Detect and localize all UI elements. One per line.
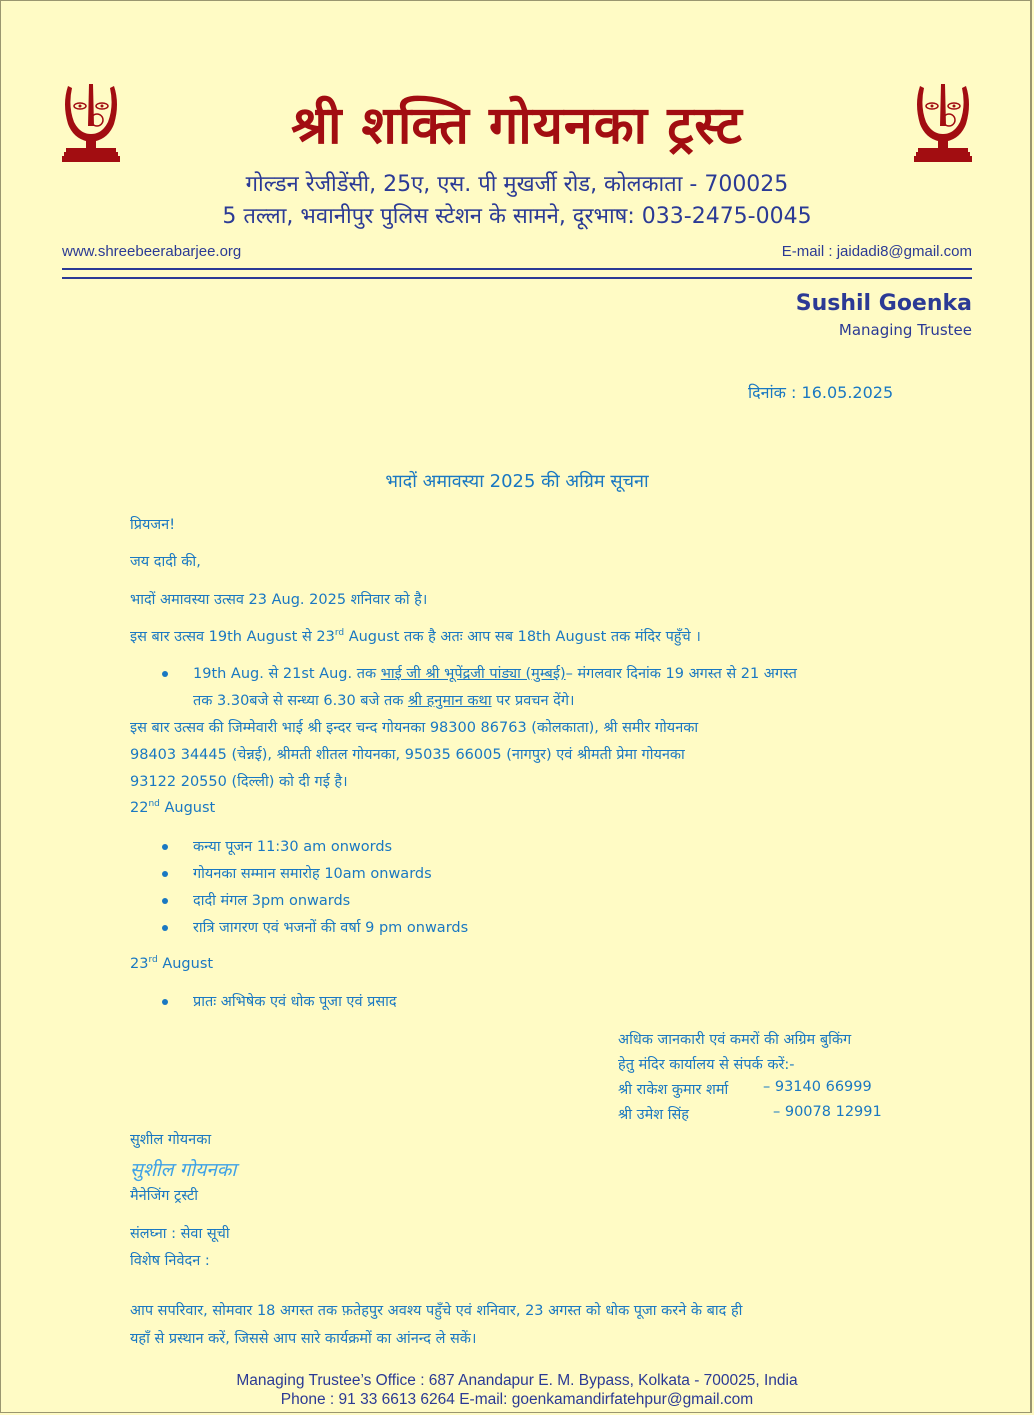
website-link[interactable]: www.shreebeerabarjee.org (62, 243, 242, 260)
responsibility-line-2: 98403 34445 (चेन्नई), श्रीमती शीतल गोयनका, 95035 66005 (नागपुर) एवं श्रीमती प्रेमा गोयनका (130, 747, 685, 763)
day-22-item: रात्रि जागरण एवं भजनों की वर्षा 9 pm onwards (193, 920, 469, 936)
bullet-katha-line-2 (193, 690, 575, 710)
responsibility-line-1: इस बार उत्सव की जिम्मेवारी भाई श्री इन्दर चन्द गोयनका 98300 86763 (कोलकाता), श्री समीर गोयनका (130, 720, 699, 736)
contact-person-2-name: श्री उमेश सिंह (618, 1107, 689, 1123)
signer-role: Managing Trustee (838, 321, 972, 339)
superscript: rd (334, 628, 345, 639)
special-note-line-2: यहाँ से प्रस्थान करें, जिससे आप सारे कार्यक्रमों का आंनन्द ले सकें। (130, 1331, 477, 1347)
header-rule-top (62, 268, 972, 270)
superscript: nd (148, 799, 160, 809)
address-line-2: 5 तल्ला, भवानीपुर पुलिस स्टेशन के सामने, दूरभाष: 033-2475-0045 (222, 204, 812, 229)
signer-name: Sushil Goenka (795, 291, 972, 316)
text: August तक है अतः आप सब 18th August तक मंदिर पहुँचे । (344, 629, 701, 645)
bullet-icon (162, 898, 168, 904)
address-line-1: गोल्डन रेजीडेंसी, 25ए, एस. पी मुखर्जी रोड, कोलकाता - 700025 (245, 172, 789, 197)
bullet-icon (162, 844, 168, 850)
bullet-katha-line-1 (193, 663, 797, 683)
text: 22 (130, 799, 149, 816)
bullet-icon (162, 871, 168, 877)
text: तक 3.30बजे से सन्ध्या 6.30 बजे तक (193, 693, 408, 709)
responsibility-line-3: 93122 20550 (दिल्ली) को दी गई है। (130, 774, 348, 790)
footer-office-address: Managing Trustee’s Office : 687 Anandapur E. M. Bypass, Kolkata - 700025, India (236, 1372, 798, 1389)
special-note-label: विशेष निवेदन : (130, 1253, 210, 1269)
text: August (157, 955, 214, 972)
greeting: जय दादी की, (130, 554, 201, 570)
header-rule-bottom (62, 277, 972, 279)
contact-person-1-name: श्री राकेश कुमार शर्मा (618, 1082, 729, 1098)
special-note-line-1: आप सपरिवार, सोमवार 18 अगस्त तक फ़तेहपुर अवश्य पहुँचे एवं शनिवार, 23 अगस्त को धोक पूजा करने के बाद ही (130, 1303, 743, 1319)
salutation: प्रियजन! (130, 517, 176, 533)
trust-title: श्री शक्ति गोयनका ट्रस्ट (291, 96, 743, 156)
contact-person-1-phone[interactable]: – 93140 66999 (763, 1079, 872, 1095)
text: इस बार उत्सव 19th August से 23 (130, 629, 335, 645)
day-23-heading (130, 955, 213, 972)
letter-date: दिनांक : 16.05.2025 (748, 383, 894, 402)
bullet-icon (162, 925, 168, 931)
speaker-link[interactable]: भाई जी श्री भूपेंद्रजी पांड्या (मुम्बई) (380, 666, 566, 682)
text: 19th Aug. से 21st Aug. तक (193, 666, 381, 682)
day-22-heading (130, 799, 215, 816)
contact-line-2: हेतु मंदिर कार्यालय से संपर्क करें:- (618, 1057, 795, 1073)
handwritten-signature: सुशील गोयनका (130, 1159, 237, 1181)
contact-line-1: अधिक जानकारी एवं कमरों की अग्रिम बुकिंग (618, 1032, 852, 1048)
day-22-item: कन्या पूजन 11:30 am onwords (193, 839, 393, 855)
text: – मंगलवार दिनांक 19 अगस्त से 21 अगस्त (565, 666, 797, 682)
text: August (159, 799, 216, 816)
contact-person-2-phone[interactable]: – 90078 12991 (773, 1104, 882, 1120)
email-link[interactable]: E-mail : jaidadi8@gmail.com (781, 243, 972, 260)
attachment-note: संलघ्ना : सेवा सूची (130, 1226, 230, 1242)
text: 23 (130, 955, 149, 972)
day-22-item: गोयनका सम्मान समारोह 10am onwards (193, 866, 432, 882)
closing-name: सुशील गोयनका (130, 1132, 212, 1148)
bullet-icon (162, 671, 168, 677)
notice-heading: भादों अमावस्या 2025 की अग्रिम सूचना (385, 471, 649, 492)
superscript: rd (148, 955, 158, 965)
footer-phone-email: Phone : 91 33 6613 6264 E-mail: goenkamandirfatehpur@gmail.com (280, 1391, 754, 1408)
text: पर प्रवचन देंगे। (491, 693, 575, 709)
bullet-icon (162, 999, 168, 1005)
day-22-item: दादी मंगल 3pm onwards (193, 893, 351, 909)
paragraph-festival-period (130, 626, 701, 646)
day-23-item: प्रातः अभिषेक एवं धोक पूजा एवं प्रसाद (193, 994, 397, 1010)
paragraph-festival-date: भादों अमावस्या उत्सव 23 Aug. 2025 शनिवार को है। (130, 592, 428, 608)
katha-link[interactable]: श्री हनुमान कथा (407, 693, 492, 709)
closing-role: मैनेजिंग ट्रस्टी (130, 1188, 199, 1204)
